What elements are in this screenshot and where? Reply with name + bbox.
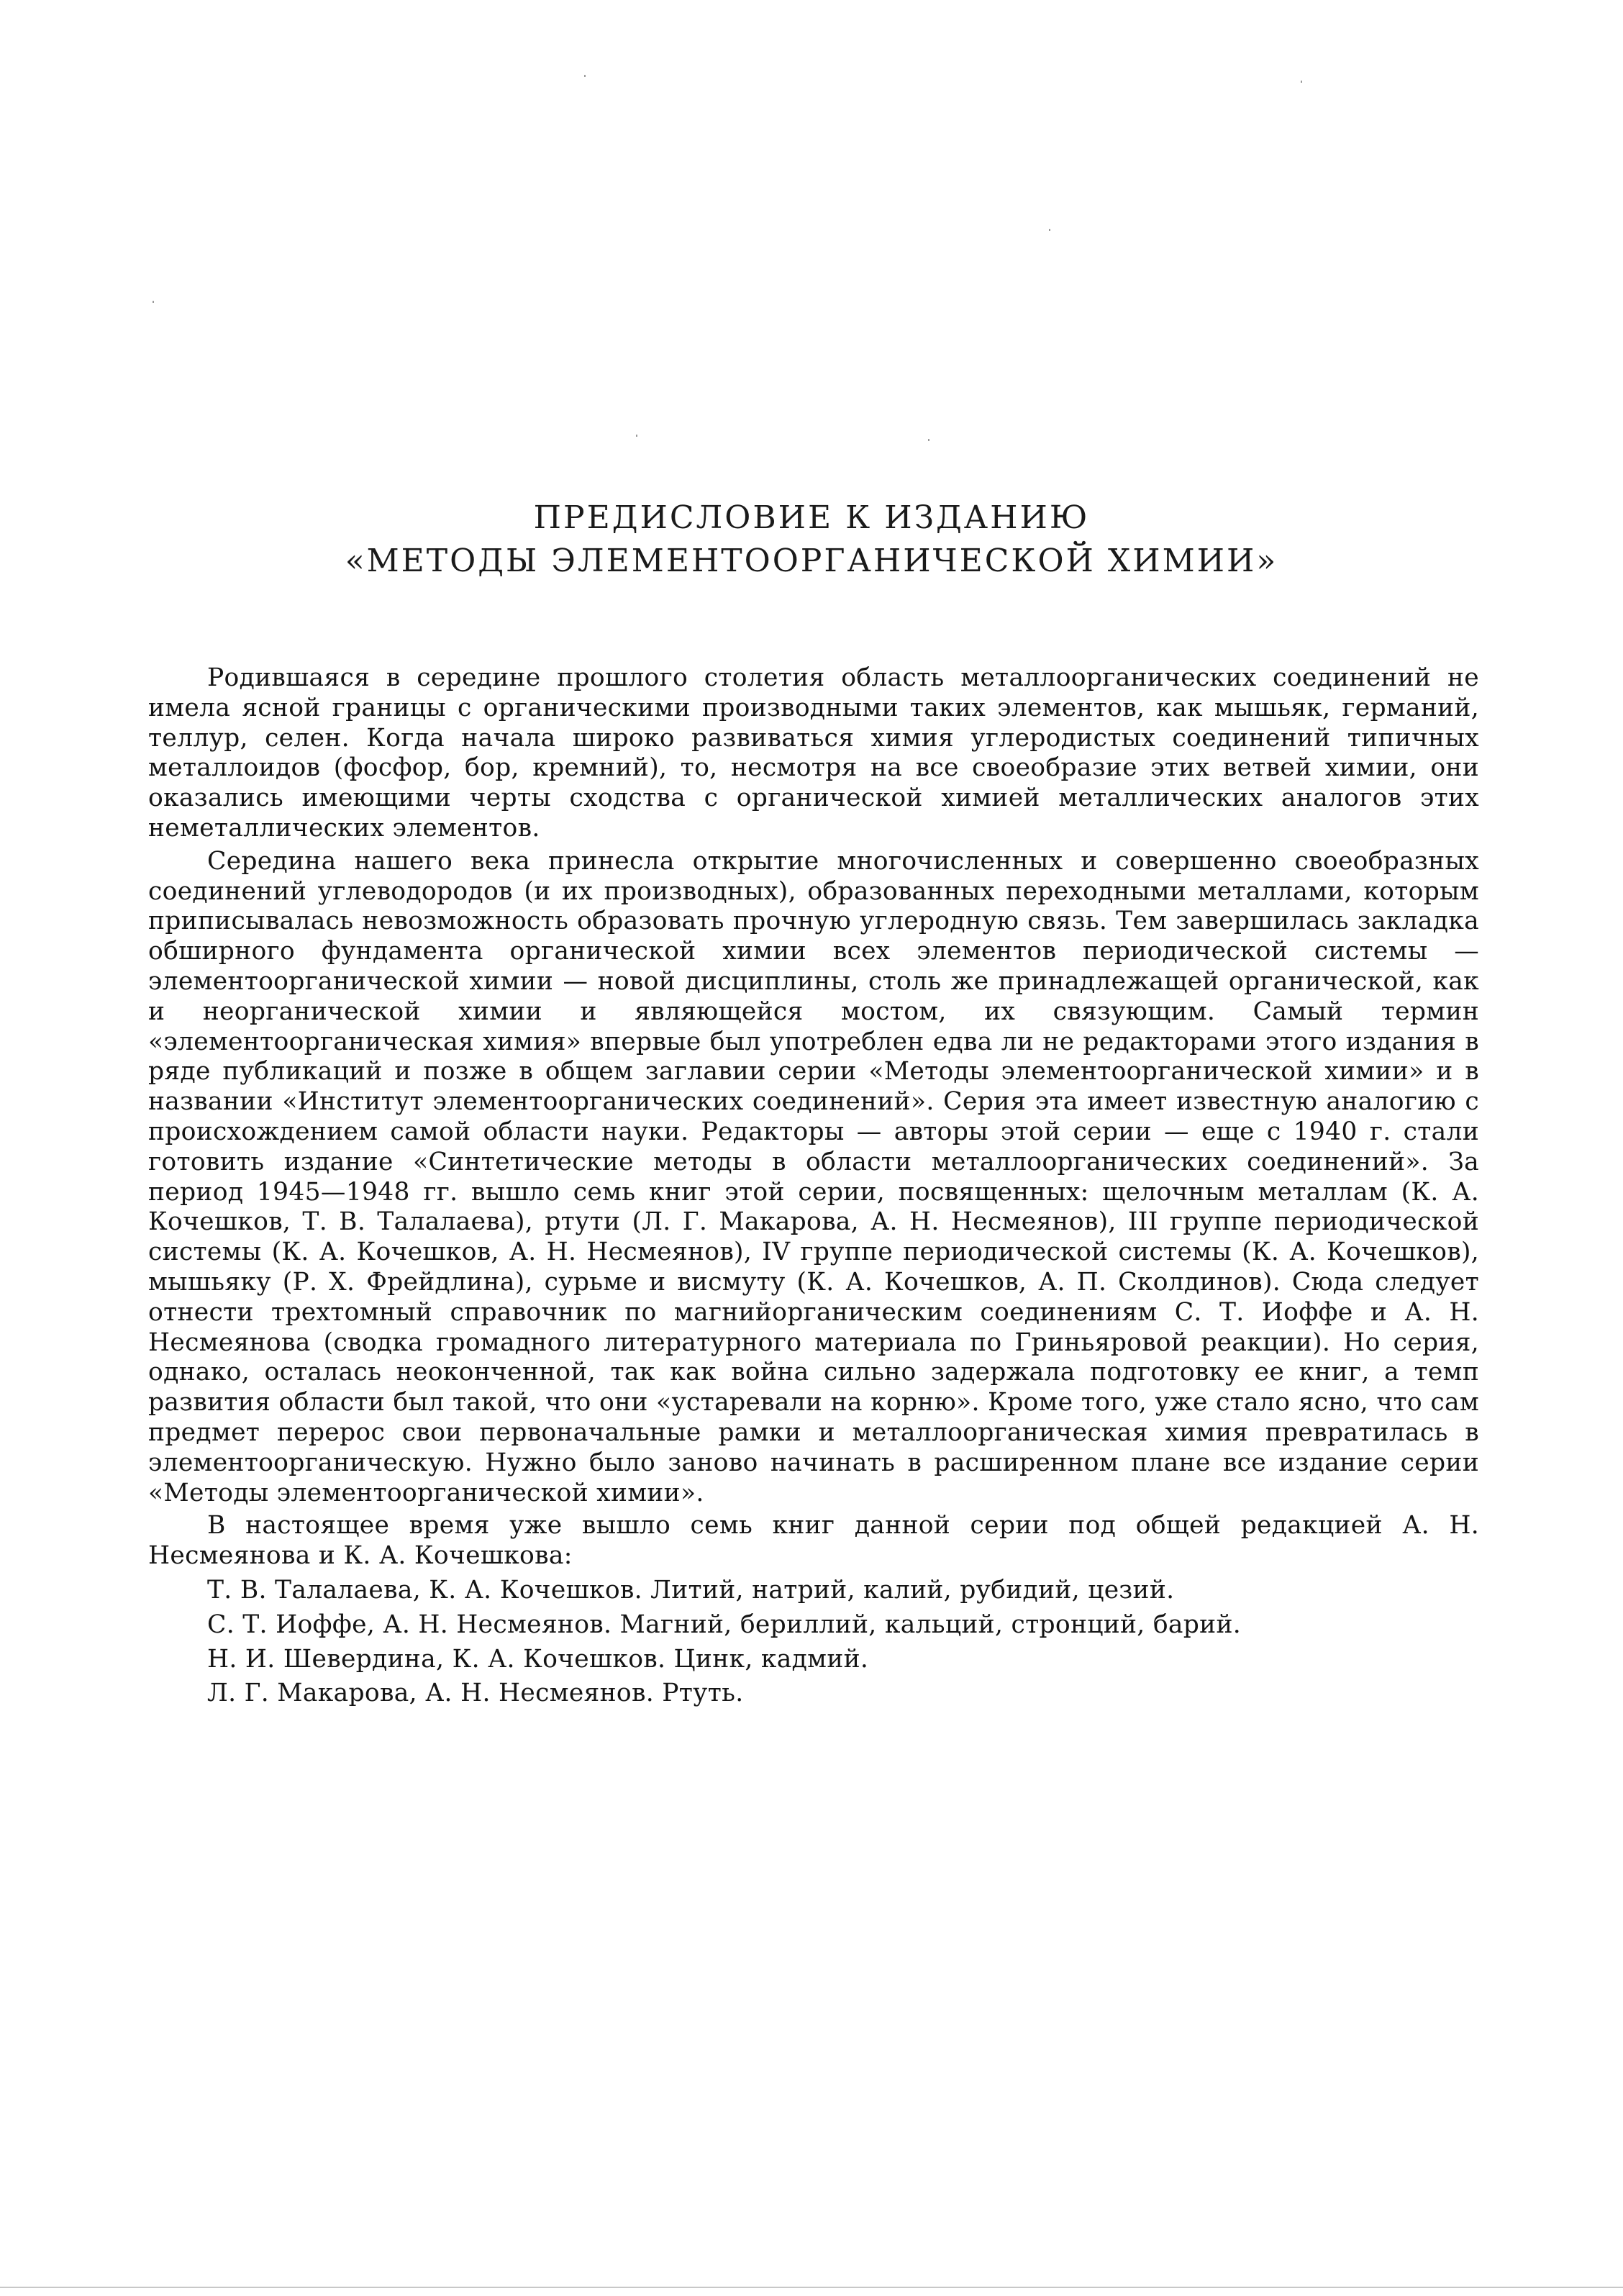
scan-speck: [584, 75, 586, 77]
book-entry: С. Т. Иоффе, А. Н. Несмеянов. Магний, бериллий, кальций, стронций, барий.: [207, 1610, 1242, 1639]
book-entry: Н. И. Шевердина, К. А. Кочешков. Цинк, кадмий.: [207, 1644, 869, 1674]
body-text: [148, 663, 1479, 1709]
scan-speck: [1301, 81, 1302, 83]
scan-speck: [1049, 229, 1050, 231]
paragraph: В настоящее время уже вышло семь книг данной серии под общей редакцией А. Н. Несмеянова и К. А. Кочешкова:: [148, 1511, 1479, 1571]
title-line-1: ПРЕДИСЛОВИЕ К ИЗДАНИЮ: [533, 499, 1090, 536]
paragraph: Родившаяся в середине прошлого столетия область металлоорганических соединений не имела ясной границы с органическими производными таких элементов, как мышьяк, германий, теллур, селен. Когда начала широко развиваться химия углеродистых соединений типичных металлоидов (фосфор, бор, кремний), то, несмотря на все своеобразие этих ветвей химии, они оказались имеющими черты сходства с органической химией металлических аналогов этих неметаллических элементов.: [148, 663, 1479, 843]
book-entry: Л. Г. Макарова, А. Н. Несмеянов. Ртуть.: [207, 1679, 744, 1708]
title-line-2: «МЕТОДЫ ЭЛЕМЕНТООРГАНИЧЕСКОЙ ХИМИИ»: [345, 543, 1278, 579]
paragraph: Середина нашего века принесла открытие многочисленных и совершенно своеобразных соединений углеводородов (и их производных), образованных переходными металлами, которым приписывалась невозможность образовать прочную углеродную связь. Тем завершилась закладка обширного фундамента органической химии всех элементов периодической системы — элементоорганической химии — новой дисциплины, столь же принадлежащей органической, как и неорганической химии и являющейся мостом, их связующим. Самый термин «элементоорганическая химия» впервые был употреблен едва ли не редакторами этого издания в ряде публикаций и позже в общем заглавии серии «Методы элементоорганической химии» и в названии «Институт элементоорганических соединений». Серия эта имеет известную аналогию с происхождением самой области науки. Редакторы — авторы этой серии — еще с 1940 г. стали готовить издание «Синтетические методы в области металлоорганических соединений». За период 1945—1948 гг. вышло семь книг этой серии, посвященных: щелочным металлам (К. А. Кочешков, Т. В. Талалаева), ртути (Л. Г. Макарова, А. Н. Несмеянов), III группе периодической системы (К. А. Кочешков, А. Н. Несмеянов), IV группе периодической системы (К. А. Кочешков), мышьяку (Р. Х. Фрейдлина), сурьме и висмуту (К. А. Кочешков, А. П. Сколдинов). Сюда следует отнести трехтомный справочник по магнийорганическим соединениям С. Т. Иоффе и А. Н. Несмеянова (сводка громадного литературного материала по Гриньяровой реакции). Но серия, однако, осталась неоконченной, так как война сильно задержала подготовку ее книг, а темп развития области был такой, что они «устаревали на корню». Кроме того, уже стало ясно, что сам предмет перерос свои первоначальные рамки и металлоорганическая химия превратилась в элементоорганическую. Нужно было заново начинать в расширенном плане все издание серии «Методы элементоорганической химии».: [148, 846, 1479, 1507]
book-entry: Т. В. Талалаева, К. А. Кочешков. Литий, натрий, калий, рубидий, цезий.: [207, 1575, 1175, 1605]
scan-speck: [636, 435, 637, 437]
scan-speck: [928, 439, 929, 441]
document-title: [0, 496, 1623, 583]
scan-edge-line: [0, 2287, 1623, 2288]
scan-speck: [153, 301, 154, 303]
